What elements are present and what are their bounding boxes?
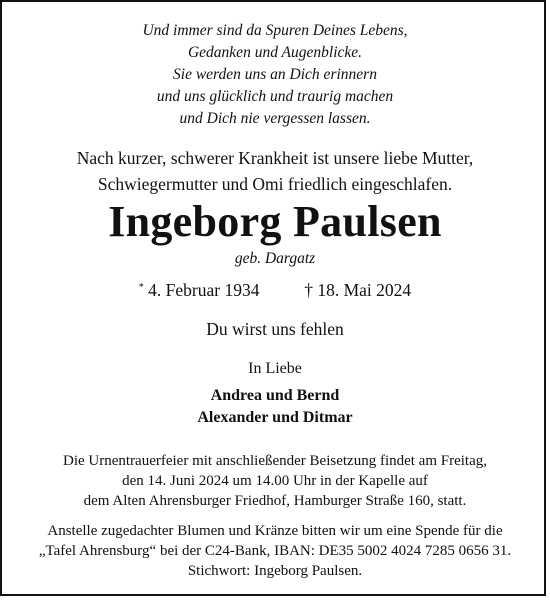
death-date: 18. Mai 2024 [317,280,412,300]
donation-info [2,521,548,581]
birth-date: 4. Februar 1934 [148,280,260,300]
service-line: den 14. Juni 2024 um 14.00 Uhr in der Kapelle auf [122,473,428,489]
mourners [2,385,548,429]
mourner-line: Alexander und Ditmar [197,409,353,426]
service-line: Die Urnentrauerfeier mit anschließender Beisetzung findet am Freitag, [63,453,487,469]
maiden-name: geb. Dargatz [234,250,316,267]
poem [2,20,548,130]
life-dates [2,276,548,302]
donation-line: Anstelle zugedachter Blumen und Kränze bitten wir um eine Spende für die [47,523,503,539]
announcement-line: Nach kurzer, schwerer Krankheit ist unsere liebe Mutter, [76,148,474,168]
in-love-text: In Liebe [248,360,302,377]
poem-line: und uns glücklich und traurig machen [156,88,394,105]
birth-symbol: * [138,282,144,293]
mourner-line: Andrea und Bernd [210,387,340,404]
poem-line: Und immer sind da Spuren Deines Lebens, [142,22,408,39]
death-symbol: † [304,280,313,300]
service-info [2,451,548,511]
announcement-line: Schwiegermutter und Omi friedlich eingeschlafen. [97,174,453,194]
service-line: dem Alten Ahrensburger Friedhof, Hamburger Straße 160, statt. [83,493,467,509]
announcement-text [2,145,548,197]
donation-line: „Tafel Ahrensburg“ bei der C24-Bank, IBAN: DE35 5002 4024 7285 0656 31. [38,543,512,559]
poem-line: Sie werden uns an Dich erinnern [173,66,377,83]
donation-line: Stichwort: Ingeborg Paulsen. [187,563,363,579]
poem-line: und Dich nie vergessen lassen. [179,110,371,127]
deceased-name: Ingeborg Paulsen [108,197,442,246]
farewell-text: Du wirst uns fehlen [206,319,344,339]
poem-line: Gedanken und Augenblicke. [187,44,363,61]
